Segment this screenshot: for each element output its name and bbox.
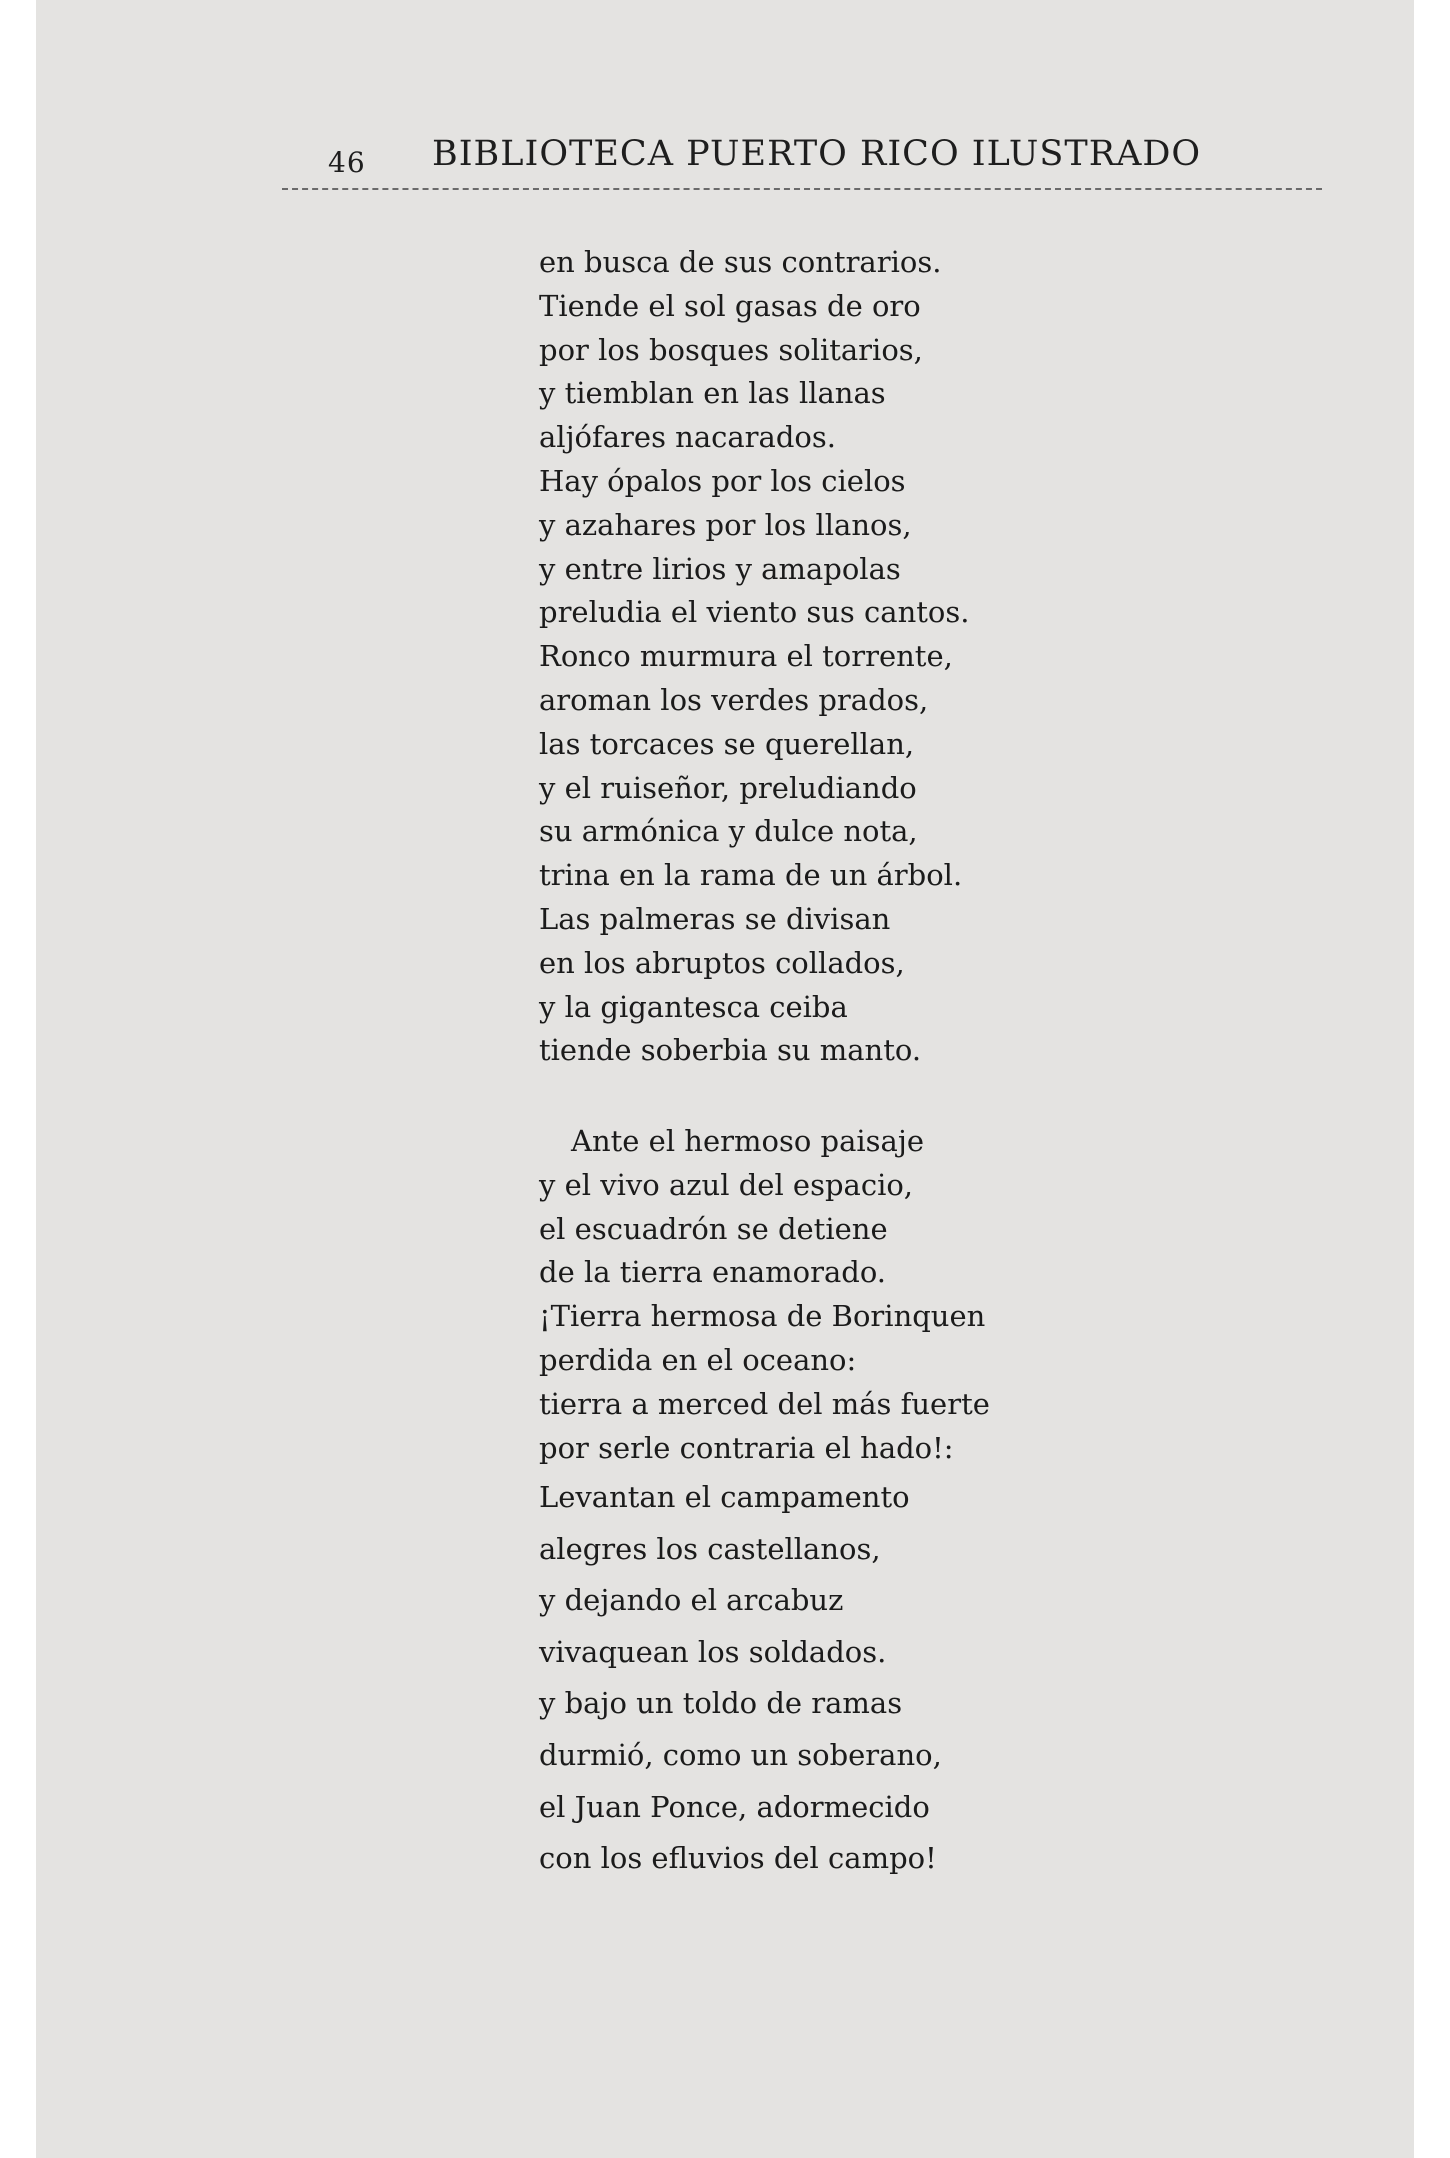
poem-line: tiende soberbia su manto. — [539, 1033, 922, 1068]
poem-line: Hay ópalos por los cielos — [539, 463, 906, 498]
poem-stanza-1 — [539, 241, 1199, 1073]
poem-line: ¡Tierra hermosa de Borinquen — [539, 1299, 986, 1334]
poem-line: y entre lirios y amapolas — [539, 551, 901, 586]
poem-line: con los efluvios del campo! — [539, 1841, 937, 1876]
poem-line: y el ruiseñor, preludiando — [539, 770, 917, 805]
poem-line: y el vivo azul del espacio, — [539, 1167, 914, 1202]
poem-line: aroman los verdes prados, — [539, 682, 929, 717]
page-number: 46 — [328, 146, 366, 179]
poem-line: alegres los castellanos, — [539, 1531, 881, 1566]
poem-line: Ante el hermoso paisaje — [571, 1124, 924, 1158]
book-page — [36, 0, 1414, 2158]
poem-line: perdida en el oceano: — [539, 1342, 857, 1377]
poem-line: y dejando el arcabuz — [539, 1583, 844, 1618]
poem-line: de la tierra enamorado. — [539, 1255, 887, 1290]
running-title: BIBLIOTECA PUERTO RICO ILUSTRADO — [432, 134, 1202, 174]
poem-line: Las palmeras se divisan — [539, 901, 891, 936]
poem-line: su armónica y dulce nota, — [539, 814, 918, 849]
poem-line: Ronco murmura el torrente, — [539, 639, 953, 674]
poem-line: vivaquean los soldados. — [539, 1634, 887, 1669]
poem-stanza-3 — [539, 1472, 1199, 1885]
poem-line: por los bosques solitarios, — [539, 332, 923, 367]
poem-line: en busca de sus contrarios. — [539, 245, 942, 279]
poem-line: aljófares nacarados. — [539, 420, 836, 455]
poem-line: en los abruptos collados, — [539, 945, 905, 980]
poem-line: las torcaces se querellan, — [539, 726, 915, 761]
header-rule — [282, 188, 1322, 190]
poem-stanza-2 — [539, 1120, 1199, 1470]
poem-line: el Juan Ponce, adormecido — [539, 1789, 930, 1824]
poem-line: trina en la rama de un árbol. — [539, 858, 963, 893]
poem-line: tierra a merced del más fuerte — [539, 1386, 990, 1421]
poem-line: y tiemblan en las llanas — [539, 376, 886, 411]
poem-line: y azahares por los llanos, — [539, 507, 912, 542]
poem-line: y la gigantesca ceiba — [539, 989, 848, 1024]
poem-line: preludia el viento sus cantos. — [539, 595, 970, 630]
poem-line: por serle contraria el hado!: — [539, 1430, 954, 1465]
poem-line: Tiende el sol gasas de oro — [539, 288, 921, 323]
poem-line: y bajo un toldo de ramas — [539, 1686, 903, 1721]
poem-line: el escuadrón se detiene — [539, 1211, 888, 1246]
poem-line: durmió, como un soberano, — [539, 1737, 942, 1772]
poem-line: Levantan el campamento — [539, 1480, 910, 1514]
page-header — [328, 134, 1323, 186]
